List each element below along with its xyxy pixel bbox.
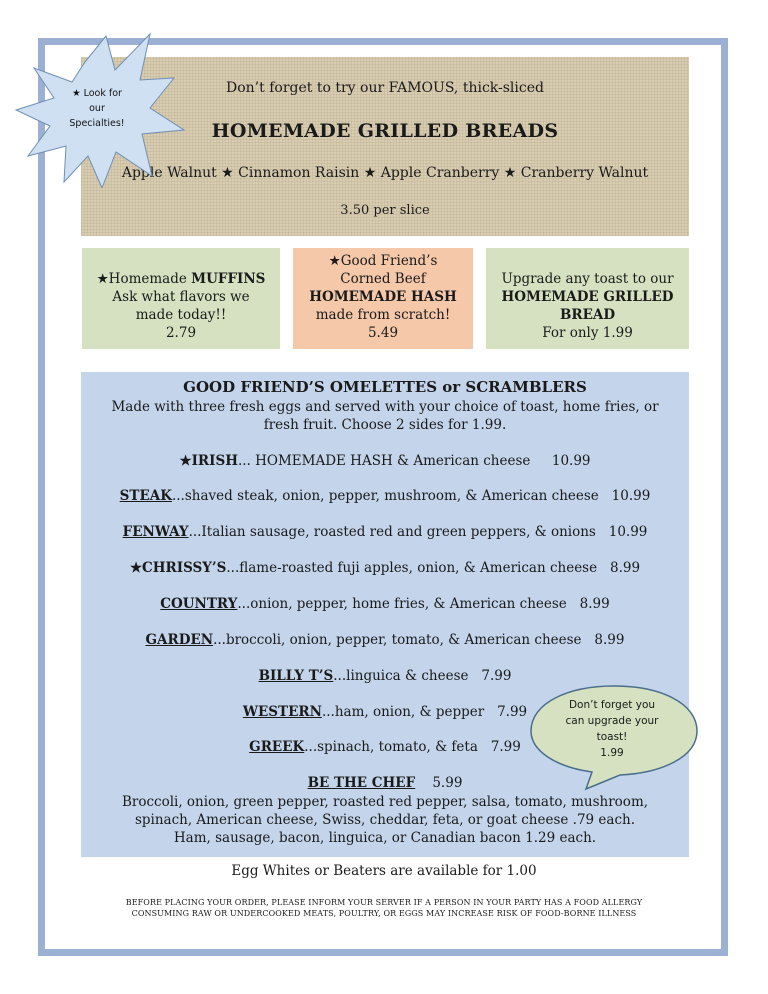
menu-item-fenway [81, 524, 689, 540]
omelettes-title: GOOD FRIEND’S OMELETTES or SCRAMBLERS [183, 378, 587, 396]
item-name: GREEK [249, 739, 305, 755]
muffins-line3: made today!! [135, 307, 227, 323]
item-price: 8.99 [594, 632, 625, 648]
hash-line2: Corned Beef [340, 271, 426, 287]
item-name: CHRISSY’S [142, 560, 227, 576]
item-desc: ...onion, pepper, home fries, & American cheese [237, 596, 567, 612]
bread-title: HOMEMADE GRILLED BREADS [211, 120, 559, 142]
muffins-box [82, 248, 280, 349]
item-name: COUNTRY [160, 596, 238, 612]
menu-item-steak [81, 488, 689, 504]
item-desc: ...spinach, tomato, & feta [304, 739, 478, 755]
muffins-line2: Ask what flavors we [112, 289, 250, 305]
menu-item-billy-ts [81, 668, 689, 684]
starburst-text [60, 86, 134, 131]
bubble-line1: Don’t forget you [568, 699, 656, 711]
item-name: FENWAY [122, 524, 189, 540]
hash-line4: made from scratch! [315, 307, 451, 323]
bread-intro: Don’t forget to try our FAMOUS, thick-sliced [226, 80, 544, 96]
item-name: STEAK [119, 488, 172, 504]
muffins-line1 [82, 270, 280, 288]
upgrade-name1 [486, 288, 689, 306]
item-price: 5.99 [432, 775, 463, 791]
item-name: GARDEN [145, 632, 214, 648]
item-price: 10.99 [608, 524, 648, 540]
item-price: 10.99 [611, 488, 651, 504]
upgrade-name2-text: BREAD [559, 307, 616, 323]
item-price: 7.99 [481, 668, 512, 684]
upgrade-name2 [486, 306, 689, 324]
item-star: ★ [129, 560, 143, 576]
item-name: BE THE CHEF [307, 775, 416, 791]
muffins-name: MUFFINS [191, 271, 266, 287]
starburst-line3: Specialties! [69, 118, 125, 129]
menu-item-irish [81, 453, 689, 469]
menu-item-country [81, 596, 689, 612]
item-price: 7.99 [490, 739, 521, 755]
upgrade-name1-text: HOMEMADE GRILLED [501, 289, 674, 305]
starburst-line1: ★ Look for [72, 88, 122, 99]
starburst-line2: our [89, 103, 105, 114]
item-desc: ... HOMEMADE HASH & American cheese [237, 453, 531, 469]
item-price: 8.99 [609, 560, 641, 576]
hash-name [293, 288, 473, 306]
menu-item-chrissys [81, 560, 689, 576]
item-star: ★ [179, 453, 192, 469]
bread-flavors: Apple Walnut ★ Cinnamon Raisin ★ Apple Cranberry ★ Cranberry Walnut [121, 165, 649, 181]
upgrade-line4: For only 1.99 [542, 325, 633, 341]
upgrade-box [486, 248, 689, 349]
chef-line3: Ham, sausage, bacon, linguica, or Canadian bacon 1.29 each. [173, 830, 597, 846]
omelettes-description: Made with three fresh eggs and served with your choice of toast, home fries, or fresh fruit. Choose 2 sides for 1.99. [111, 399, 659, 433]
item-desc: ...flame-roasted fuji apples, onion, & American cheese [226, 560, 598, 576]
hash-price: 5.49 [367, 325, 399, 341]
chef-line1: Broccoli, onion, green pepper, roasted red pepper, salsa, tomato, mushroom, [121, 794, 649, 810]
hash-box [293, 248, 473, 349]
muffins-price: 2.79 [165, 325, 197, 341]
speech-bubble-text [546, 697, 678, 761]
item-desc: ...Italian sausage, roasted red and green peppers, & onions [188, 524, 596, 540]
item-desc: ...ham, onion, & pepper [321, 704, 485, 720]
bubble-line2: can upgrade your [565, 715, 659, 727]
egg-whites-note: Egg Whites or Beaters are available for 1.00 [231, 863, 537, 879]
item-name: BILLY T’S [258, 668, 334, 684]
hash-name-text: HOMEMADE HASH [309, 289, 457, 305]
item-price: 7.99 [497, 704, 528, 720]
muffins-star-label: ★Homemade [96, 271, 192, 287]
be-the-chef-options [91, 793, 679, 847]
allergy-line2: CONSUMING RAW OR UNDERCOOKED MEATS, POULTRY, OR EGGS MAY INCREASE RISK OF FOOD-BORNE ILLNESS [131, 909, 637, 918]
upgrade-line1: Upgrade any toast to our [501, 271, 674, 287]
item-price: 8.99 [579, 596, 610, 612]
item-desc: ...shaved steak, onion, pepper, mushroom, & American cheese [171, 488, 599, 504]
menu-item-garden [81, 632, 689, 648]
hash-line1: ★Good Friend’s [328, 253, 438, 269]
bread-price: 3.50 per slice [340, 203, 430, 218]
item-price: 10.99 [551, 453, 591, 469]
bubble-line4: 1.99 [600, 747, 624, 759]
item-name: IRISH [191, 453, 238, 469]
allergy-notice [60, 897, 708, 919]
bubble-line3: toast! [596, 731, 628, 743]
item-desc: ...linguica & cheese [333, 668, 469, 684]
allergy-line1: BEFORE PLACING YOUR ORDER, PLEASE INFORM YOUR SERVER IF A PERSON IN YOUR PARTY HAS A FOOD ALLERGY [125, 898, 643, 907]
item-name: WESTERN [242, 704, 322, 720]
chef-line2: spinach, American cheese, Swiss, cheddar, feta, or goat cheese .79 each. [134, 812, 636, 828]
item-desc: ...broccoli, onion, pepper, tomato, & American cheese [213, 632, 582, 648]
